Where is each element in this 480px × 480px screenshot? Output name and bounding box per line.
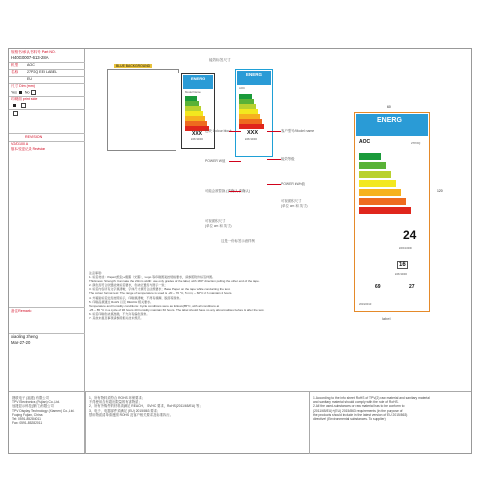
- rohs-en-line: and sanitary material should comply with the rule of RoHS.: [313, 400, 399, 405]
- callout-right-0: 客户型号/Model name: [281, 129, 315, 133]
- no-label: No: [24, 90, 30, 95]
- scale-bar-b: [239, 99, 254, 104]
- note-line: 6. 标签印刷色块须准确，不允许有偏色现象。: [89, 311, 150, 316]
- company-line: Fax: 0591-85282011: [12, 421, 43, 426]
- note-line: 5. 印刷品须通过 RoHS 以及 REACH 相关要求。: [89, 299, 154, 304]
- scale-bar-c: [359, 171, 391, 178]
- yes-no-checks: [9, 90, 85, 95]
- callout-left-0: 色块 Colour block: [205, 129, 232, 133]
- check-box-empty[interactable]: [13, 111, 18, 116]
- right-footer: 2019/2013: [359, 303, 372, 306]
- note-line: 注意事项：: [89, 271, 105, 275]
- note-line: 4. 外箱贴标签处需按照标示，印刷须清晰，不得有模糊、脱落等现象。: [89, 295, 183, 300]
- part-no-label: 规格书/承认书料号 Part NO.: [11, 50, 56, 54]
- right-top-dim: 60: [387, 105, 391, 109]
- callout-arrow: [229, 161, 241, 162]
- scale-bar-g: [359, 207, 411, 214]
- scale-bar-b: [185, 101, 199, 106]
- callout-arrow: [267, 184, 281, 185]
- label-mockup-center: [235, 69, 273, 157]
- rohs-cn-line: 不得使用含有超出限量的有害物质；: [89, 400, 142, 405]
- note-line: Temperature and humidity conditions: Cycle conditions were as follows(85°C, with all conditions at: [89, 303, 220, 308]
- scale-bar-a: [185, 96, 197, 101]
- name-label: 名称: [11, 70, 19, 74]
- rohs-cn-line: 1、所有物料须符合 ROHS 环保要求；: [89, 396, 146, 400]
- check-box-filled[interactable]: [19, 91, 22, 94]
- model-value: AOC: [27, 63, 35, 67]
- bottom-caption: 这是一份标签示意样例: [221, 239, 255, 243]
- label-energy-text: ENERG: [377, 117, 402, 124]
- scale-bar-c: [185, 106, 201, 111]
- scale-bar-e: [185, 116, 205, 121]
- check-box-filled[interactable]: [13, 104, 16, 107]
- company-line: TPV Display Technology (Xiamen) Co.,Ltd.: [12, 408, 75, 413]
- scale-bar-d: [185, 111, 203, 116]
- left-top-tag: BLUE BACKGROUND: [116, 64, 151, 68]
- version-note: 版本/变更记录 Revision: [11, 147, 46, 151]
- label-kwh: kWh/1000h: [245, 138, 258, 141]
- note-line: 3. 标签内容所有文字须清晰，字体尺寸须符合法规要求；Base Paper on the tape while conducting the test.: [89, 287, 231, 292]
- scale-bar-f: [239, 119, 262, 124]
- callout-arrow: [229, 191, 241, 192]
- check-label: 印刷面 print side: [11, 97, 38, 101]
- right-val1-unit: kWh/1000h: [395, 273, 408, 276]
- callout-right-1: 能效等级: [281, 157, 295, 161]
- check-box-empty[interactable]: [31, 90, 36, 95]
- scale-bar-d: [359, 180, 396, 187]
- company-line: Fuqing Fujian, China: [12, 412, 43, 417]
- scale-bar-b: [359, 162, 386, 169]
- revision-title: REVISION: [25, 135, 43, 139]
- callout-left-2: 可能会被替换 (请确认 请确认): [205, 189, 250, 193]
- right-value-main: 24: [403, 228, 417, 242]
- scale-bar-e: [359, 189, 401, 196]
- model-label: 机型: [11, 63, 19, 67]
- name-value: 27P2Q EEI LABEL: [27, 70, 58, 74]
- label-kwh: kWh/1000h: [191, 138, 204, 141]
- notes-block: [89, 271, 269, 320]
- scale-bar-c: [239, 104, 256, 109]
- right-side-dim: 120: [437, 189, 443, 193]
- remarks-label: 备注Remark:: [11, 309, 32, 313]
- callout-arrow: [267, 159, 281, 160]
- center-title: 能效标签尺寸: [209, 58, 231, 62]
- label-xxx: XXX: [192, 131, 203, 137]
- callout-left-1: POWER W值: [205, 159, 226, 163]
- scale-bar-f: [359, 198, 406, 205]
- right-value-unit: kWh/1000h: [399, 247, 413, 250]
- label-energy-text: ENERG: [191, 76, 206, 81]
- callout-left-5: (单位 cm 和 英寸): [205, 224, 232, 228]
- callout-arrow: [229, 131, 241, 132]
- label-model-name: Model Name: [185, 90, 201, 94]
- note-line: 1. 标签材质：Paper(纸张)+覆膜（光膜），Logo 等印刷图案按规格要求，请参照附件标签样图。: [89, 275, 216, 280]
- scale-bar-a: [359, 153, 381, 160]
- company-line: TPV Electronics (Fujian) Co.,Ltd.: [12, 400, 61, 405]
- part-no: H40G0007-613-28A: [11, 55, 49, 60]
- print-side-checks: [9, 103, 85, 108]
- callout-left-4: 可视面积尺寸: [205, 219, 226, 223]
- callout-right-4: (单位 cm 和 英寸): [281, 204, 308, 208]
- callout-arrow: [267, 131, 281, 132]
- rohs-en-line: 2.All the used-substances or raw material has to be conform to: [313, 404, 405, 409]
- right-val2: 69: [375, 284, 381, 290]
- label-energy-text: ENERG: [246, 72, 263, 77]
- footer: [9, 391, 471, 453]
- note-line: Thickness: Strength: Can take the 20mm width: use only grades of the label, with 180° direction pulling the other end of the tape.: [89, 279, 260, 284]
- scale-bar-e: [239, 114, 260, 119]
- label-mockup-left: [181, 73, 215, 149]
- callout-right-2: POWER kWh值: [281, 182, 305, 186]
- scale-bar-d: [239, 109, 258, 114]
- region-value: EU: [27, 77, 32, 81]
- author: xiaoling zheng: [11, 334, 38, 339]
- label-mockup-left-frame: [107, 64, 179, 151]
- note-line: 7. 其他未提及事项请参照相关技术规范。: [89, 316, 144, 321]
- rohs-en-line: directive! (Environmental substances. To supplier): [313, 417, 386, 422]
- right-val1: 16: [399, 262, 406, 268]
- note-line: -25 ~ 85 °C in a cycle of 96 hours 40 humidity maintain 60 hours. The label should have no any abnormalities before & after the test.: [89, 307, 265, 312]
- label-final: [354, 112, 430, 312]
- callout-right-3: 可视面积尺寸: [281, 199, 302, 203]
- right-model: 27P2Q: [411, 141, 421, 145]
- label-aoc: AOC: [239, 86, 246, 90]
- rohs-cn-block: [89, 396, 305, 417]
- rohs-cn-line: 2、所有外购件的材料须满足 REACH、 SVHC 要求，RoHS(2011/65/EU) 等；: [89, 404, 203, 409]
- spec-sheet: [8, 48, 472, 454]
- note-line: The colour format test: The range of temperature is used is -20 ~ 70 °C, 5 mm; ~ 60°C 2 h maintain 4 hours.: [89, 291, 233, 296]
- rohs-en-line: the products should include in the latest version of EU 2015/863): [313, 412, 408, 417]
- rohs-en-line: 1.According to the info sheet RoHS of TPV(2) raw material and sanitary material: [313, 396, 430, 400]
- version: V2/D100 A: [11, 142, 29, 146]
- check-box-empty[interactable]: [21, 103, 26, 108]
- label-xxx: XXX: [247, 130, 259, 136]
- company-line: 捷联电子 (福建) 有限公司: [12, 396, 49, 400]
- rohs-en-line: (2011/65/EU)+(EU) 2015/863 requirements (in the purpose of: [313, 408, 403, 413]
- yes-label: Yes: [11, 90, 17, 95]
- dims-label: 尺寸 Dim (mm): [11, 84, 35, 88]
- right-val3: 27: [409, 284, 415, 290]
- scale-bar-g: [239, 124, 264, 129]
- company-block: [12, 396, 84, 425]
- scale-bar-a: [239, 94, 252, 99]
- scale-bar-f: [185, 121, 207, 126]
- rohs-cn-line: 3、电子、电器部件须满足 (EU) 2015/863 要求；: [89, 408, 161, 413]
- rohs-cn-line: 禁用物质清单请遵照 ROHS 及客户相关要求及标准执行。: [89, 412, 173, 417]
- date: Mar-27-20: [11, 340, 31, 345]
- rohs-en-block: [313, 396, 469, 421]
- label-caption: label: [382, 316, 391, 321]
- right-brand: AOC: [359, 139, 371, 145]
- note-line: 2. 颜色需符合欧盟能效标签要求，色块位置需与图示一致；: [89, 283, 168, 288]
- company-line: 冠捷显示科技(厦门)有限公司: [12, 404, 54, 409]
- approval-note: [9, 111, 85, 116]
- company-line: Tel: 0591-85284011: [12, 417, 41, 422]
